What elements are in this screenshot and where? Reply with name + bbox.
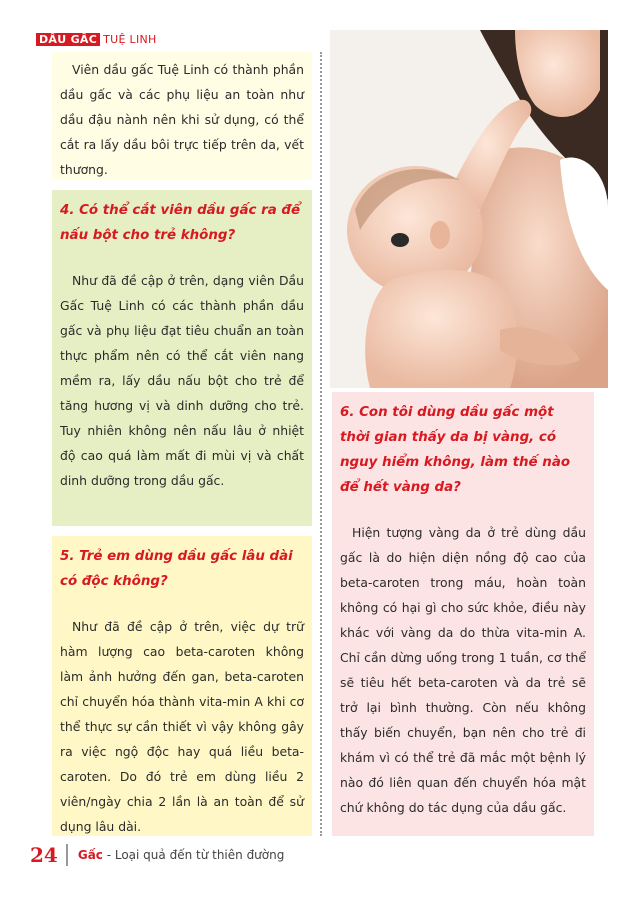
footer-title-rest: - Loại quả đến từ thiên đường: [102, 848, 285, 862]
footer-separator: [66, 844, 68, 866]
section-5-title: 5. Trẻ em dùng dầu gấc lâu dài có độc không?: [60, 549, 293, 589]
footer-title-bold: Gấc: [77, 848, 103, 862]
section-6-title: 6. Con tôi dùng dầu gấc một thời gian thấy da bị vàng, có nguy hiểm không, làm thế nào để hết vàng da?: [340, 405, 571, 495]
section-6-box: [332, 392, 594, 836]
section-4-text: Như đã đề cập ở trên, dạng viên Dầu Gấc Tuệ Linh có các thành phần dầu gấc và phụ liệu đạt tiêu chuẩn an toàn thực phẩm nên có thể cắt viên nang mềm ra, lấy dầu nấu bột cho trẻ để tăng hương vị và dinh dưỡng cho trẻ. Tuy nhiên không nên nấu lâu ở nhiệt độ cao quá làm mất đi mùi vị và chất dinh dưỡng trong dầu gấc.: [60, 273, 304, 488]
section-4-title: 4. Có thể cắt viên dầu gấc ra để nấu bột cho trẻ không?: [60, 203, 301, 243]
section-5-box: [52, 536, 312, 836]
section-5-text: Như đã đề cập ở trên, việc dự trữ hàm lượng cao beta-caroten không làm ảnh hưởng đến gan, beta-caroten chỉ chuyển hóa thành vita-min A khi cơ thể thực sự cần thiết vì vậy không gây ra việc ngộ độc hay quá liều beta-caroten. Do đó trẻ em dùng liều 2 viên/ngày chia 2 lần là an toàn để sử dụng lâu dài.: [60, 619, 304, 834]
intro-box: [52, 52, 312, 180]
section-6-text: Hiện tượng vàng da ở trẻ dùng dầu gấc là do hiện diện nồng độ cao của beta-caroten trong máu, hoàn toàn không có hại gì cho sức khỏe, điều này khác với vàng da do thừa vita-min A. Chỉ cần dừng uống trong 1 tuần, cơ thể sẽ tiêu hết beta-caroten và da trẻ sẽ trở lại bình thường. Còn nếu không thấy biến chuyển, bạn nên cho trẻ đi khám vì có thể trẻ đã mắc một bệnh lý nào đó liên quan đến chuyển hóa mật chứ không do tác dụng của dầu gấc.: [340, 525, 586, 815]
page-footer: [30, 843, 284, 867]
running-header: [36, 33, 157, 46]
column-divider: [320, 52, 322, 836]
footer-title: [78, 848, 285, 862]
page-number: 24: [30, 843, 58, 867]
header-brand: DẦU GẤC: [36, 33, 100, 46]
mother-baby-photo: [330, 30, 608, 388]
header-brand-rest: TUỆ LINH: [103, 33, 157, 46]
intro-text: Viên dầu gấc Tuệ Linh có thành phần dầu gấc và các phụ liệu an toàn như dầu đậu nành nên khi sử dụng, có thể cắt ra lấy dầu bôi trực tiếp trên da, vết thương.: [60, 62, 304, 177]
section-4-box: [52, 190, 312, 526]
